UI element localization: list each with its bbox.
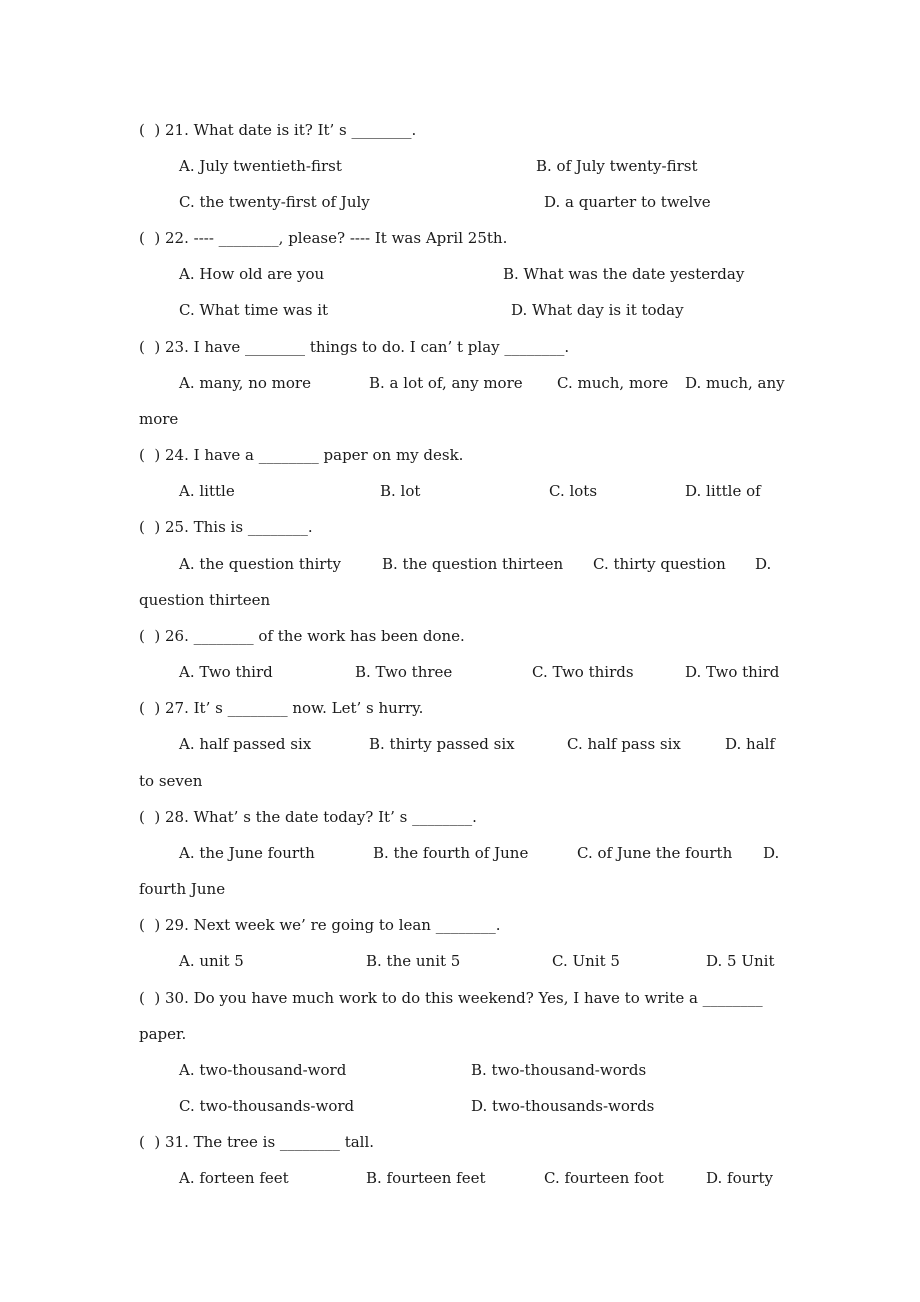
- question-25-option-d: D.: [755, 555, 772, 573]
- question-23-option-d: D. much, any: [685, 374, 785, 392]
- question-30-option-b: B. two-thousand-words: [471, 1061, 647, 1079]
- question-31-option-d: D. fourty: [706, 1169, 773, 1187]
- question-29-option-a: A. unit 5: [179, 952, 244, 970]
- question-31-option-c: C. fourteen foot: [544, 1169, 664, 1187]
- question-28-option-a: A. the June fourth: [179, 844, 315, 862]
- question-23-stem: ( ) 23. I have ________ things to do. I can’ t play ________.: [139, 338, 570, 356]
- question-23-option-c: C. much, more: [557, 374, 669, 392]
- question-30-option-a: A. two-thousand-word: [179, 1061, 347, 1079]
- question-28-option-b: B. the fourth of June: [373, 844, 529, 862]
- question-29-option-b: B. the unit 5: [366, 952, 461, 970]
- question-23-option-b: B. a lot of, any more: [369, 374, 523, 392]
- question-27-option-d: D. half: [725, 735, 775, 753]
- question-28-option-c: C. of June the fourth: [577, 844, 733, 862]
- question-25-option-a: A. the question thirty: [179, 555, 341, 573]
- question-22-option-d: D. What day is it today: [511, 301, 684, 319]
- question-25-option-b: B. the question thirteen: [382, 555, 564, 573]
- question-26-stem: ( ) 26. ________ of the work has been done.: [139, 627, 465, 645]
- question-30-stem: ( ) 30. Do you have much work to do this weekend? Yes, I have to write a ________: [139, 989, 763, 1007]
- question-28-stem: ( ) 28. What’ s the date today? It’ s ________.: [139, 808, 477, 826]
- question-31-option-a: A. forteen feet: [179, 1169, 289, 1187]
- question-24-option-c: C. lots: [549, 482, 598, 500]
- question-24-stem: ( ) 24. I have a ________ paper on my desk.: [139, 446, 464, 464]
- question-26-option-d: D. Two third: [685, 663, 780, 681]
- question-21-stem: ( ) 21. What date is it? It’ s ________.: [139, 121, 417, 139]
- question-27-option-b: B. thirty passed six: [369, 735, 515, 753]
- question-23-continuation: more: [139, 410, 179, 428]
- question-25-continuation: question thirteen: [139, 591, 271, 609]
- question-21-option-a: A. July twentieth-first: [179, 157, 342, 175]
- question-24-option-b: B. lot: [380, 482, 421, 500]
- question-22-stem: ( ) 22. ---- ________, please? ---- It was April 25th.: [139, 229, 508, 247]
- question-24-option-a: A. little: [179, 482, 235, 500]
- question-27-option-c: C. half pass six: [567, 735, 681, 753]
- question-22-option-c: C. What time was it: [179, 301, 329, 319]
- question-26-option-b: B. Two three: [355, 663, 453, 681]
- question-25-stem: ( ) 25. This is ________.: [139, 518, 313, 536]
- question-31-stem: ( ) 31. The tree is ________ tall.: [139, 1133, 375, 1151]
- question-28-continuation: fourth June: [139, 880, 226, 898]
- question-21-option-b: B. of July twenty-first: [536, 157, 698, 175]
- question-26-option-c: C. Two thirds: [532, 663, 634, 681]
- question-30-continuation: paper.: [139, 1025, 187, 1043]
- question-24-option-d: D. little of: [685, 482, 761, 500]
- question-30-option-d: D. two-thousands-words: [471, 1097, 655, 1115]
- question-21-option-d: D. a quarter to twelve: [544, 193, 711, 211]
- question-26-option-a: A. Two third: [179, 663, 273, 681]
- question-22-option-b: B. What was the date yesterday: [503, 265, 745, 283]
- question-27-continuation: to seven: [139, 772, 203, 790]
- question-30-option-c: C. two-thousands-word: [179, 1097, 355, 1115]
- question-23-option-a: A. many, no more: [179, 374, 311, 392]
- question-22-option-a: A. How old are you: [179, 265, 325, 283]
- question-27-stem: ( ) 27. It’ s ________ now. Let’ s hurry.: [139, 699, 424, 717]
- question-28-option-d: D.: [763, 844, 780, 862]
- question-21-option-c: C. the twenty-first of July: [179, 193, 370, 211]
- question-29-stem: ( ) 29. Next week we’ re going to lean ________.: [139, 916, 501, 934]
- question-25-option-c: C. thirty question: [593, 555, 726, 573]
- question-29-option-c: C. Unit 5: [552, 952, 620, 970]
- question-27-option-a: A. half passed six: [179, 735, 312, 753]
- question-31-option-b: B. fourteen feet: [366, 1169, 486, 1187]
- question-29-option-d: D. 5 Unit: [706, 952, 775, 970]
